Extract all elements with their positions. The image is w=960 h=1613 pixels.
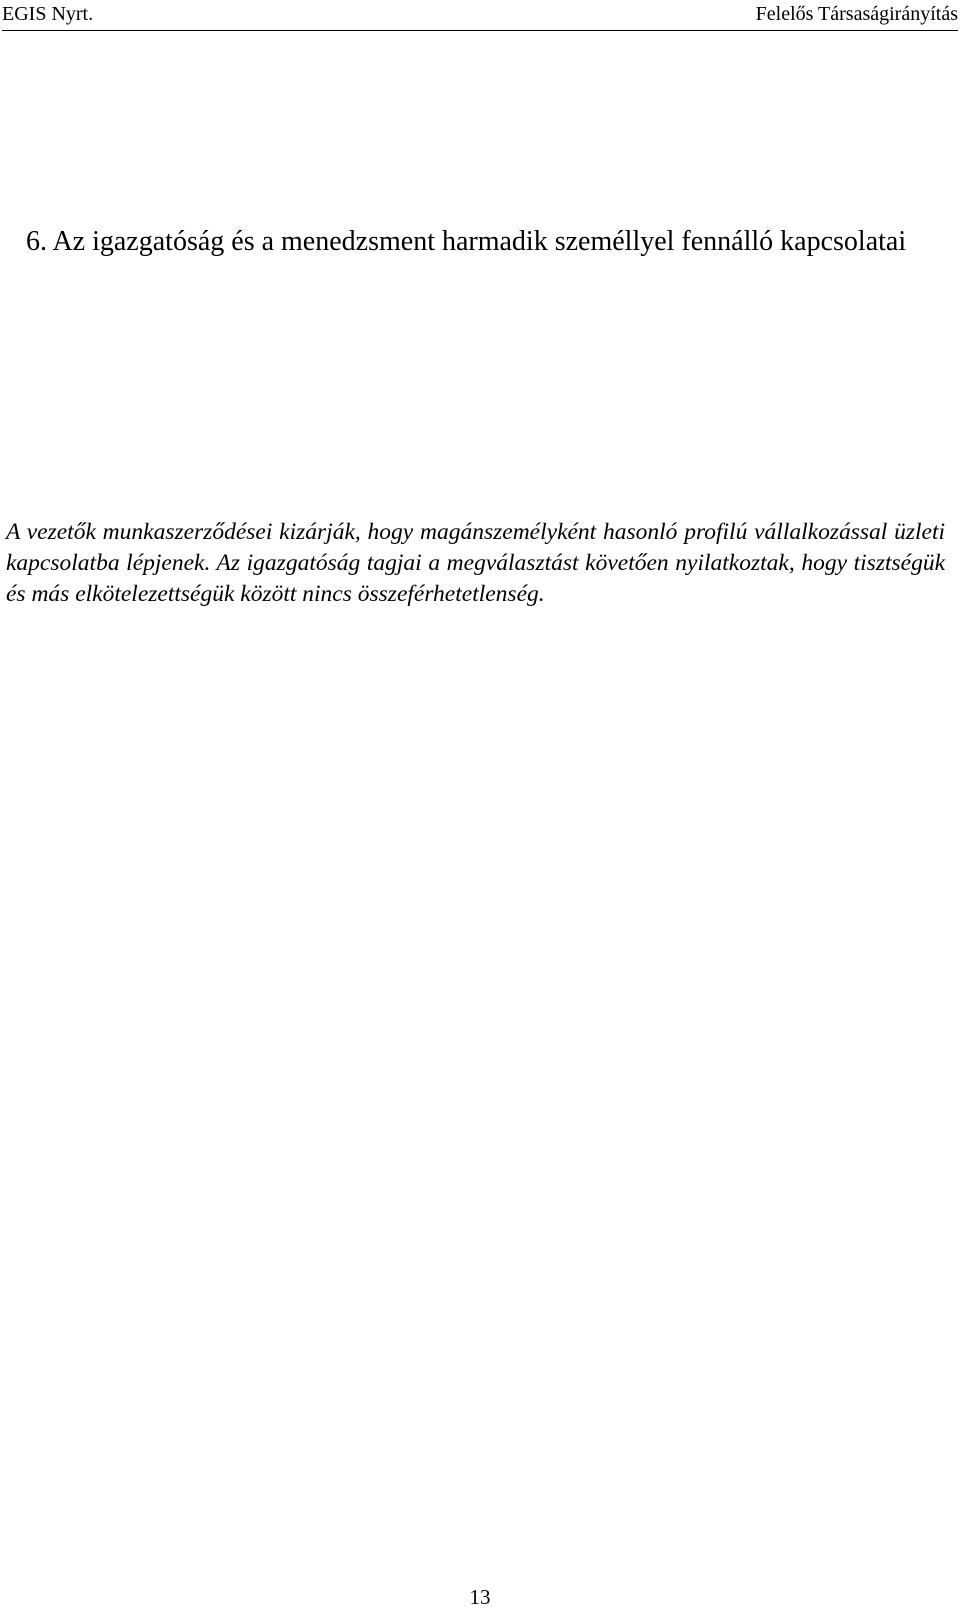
document-section-name: Felelős Társaságirányítás xyxy=(755,3,958,25)
company-name: EGIS Nyrt. xyxy=(2,3,94,25)
page-header xyxy=(2,0,958,31)
page-number: 13 xyxy=(469,1585,491,1609)
body-paragraph: A vezetők munkaszerződései kizárják, hogy magánszemélyként hasonló profilú vállalkozással üzleti kapcsolatba lépjenek. Az igazgatóság tagjai a megválasztást követően nyilatkoztak, hogy tisztségük és más elkötelezettségük között nincs összeférhetetlenség. xyxy=(6,519,945,607)
section-title: 6. Az igazgatóság és a menedzsment harmadik személlyel fennálló kapcsolatai xyxy=(26,226,907,257)
